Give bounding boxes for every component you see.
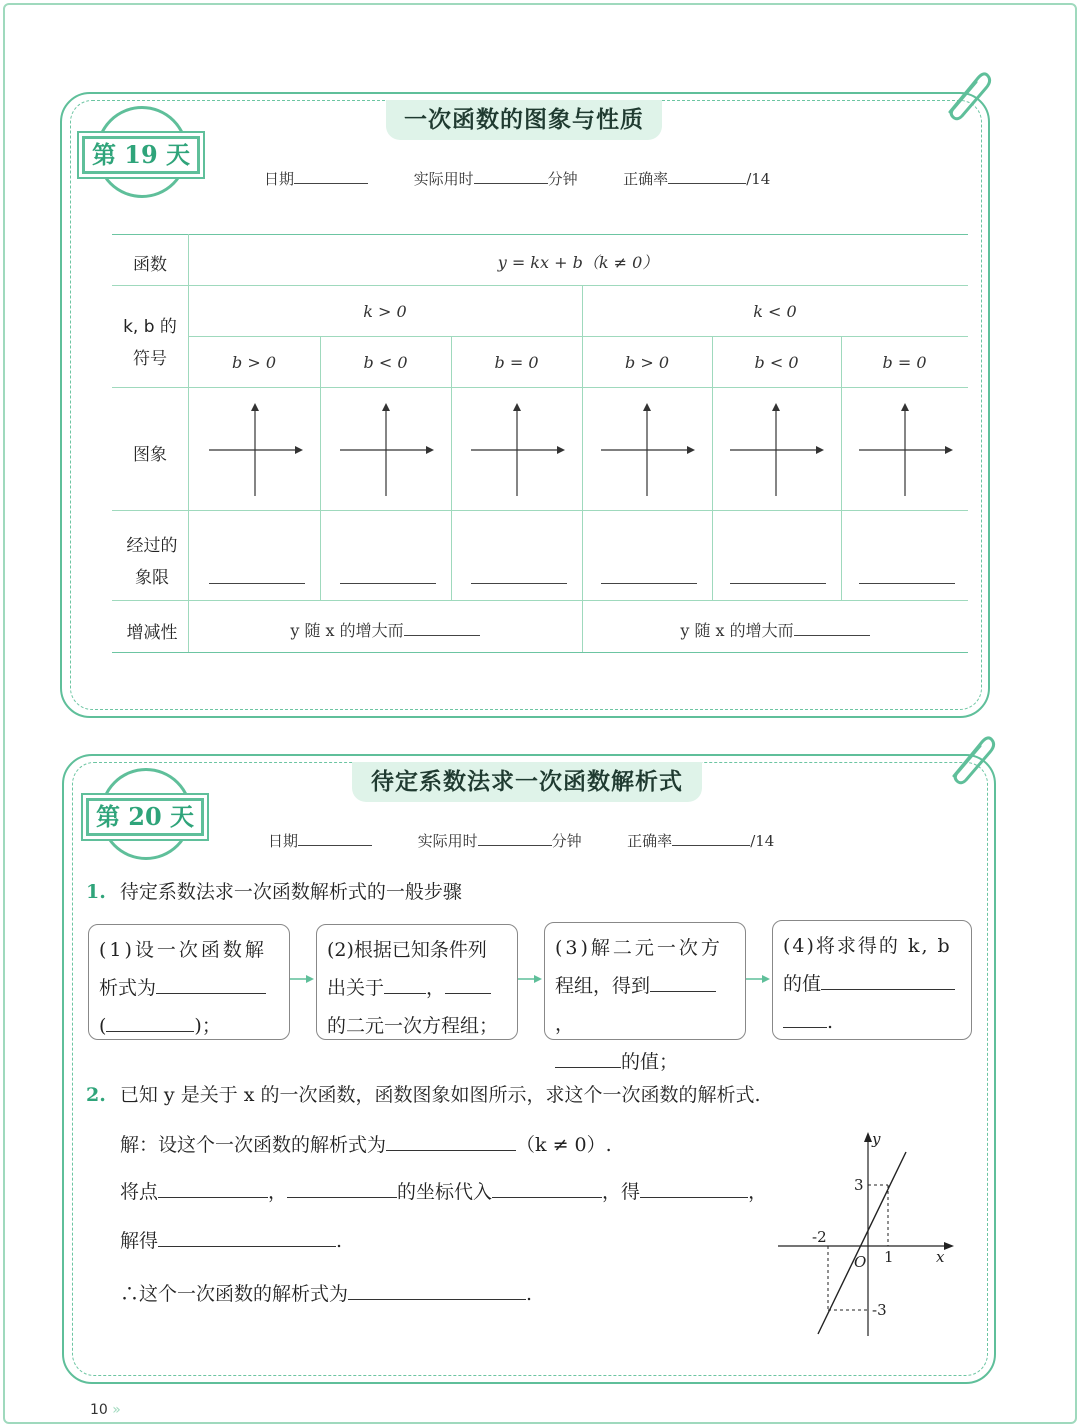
solution-line-2a: 将点 <box>120 1181 159 1203</box>
step-3-line-3: 的值； <box>621 1051 679 1073</box>
row-quadrant-label-2: 象限 <box>135 568 169 588</box>
time-blank[interactable] <box>478 832 552 846</box>
step-2 <box>316 924 518 1040</box>
solution-blank-4[interactable] <box>492 1180 602 1198</box>
accuracy-label: 正确率 <box>623 170 669 188</box>
step-1 <box>88 924 290 1040</box>
step-2-line-3: 的二元一次方程组； <box>327 1015 499 1037</box>
b-case-5: b < 0 <box>754 353 799 372</box>
step-1-blank-2[interactable] <box>106 1014 194 1032</box>
axes-graph-5 <box>726 400 826 500</box>
solution-line-4 <box>120 1279 532 1306</box>
arrow-right-icon <box>746 972 772 986</box>
paperclip-icon <box>938 66 992 122</box>
solution-line-2c: 的坐标代入 <box>397 1181 493 1203</box>
day20-meta <box>268 830 774 851</box>
monotonic-left-blank[interactable] <box>404 622 480 636</box>
solution-line-1a: 解：设这个一次函数的解析式为 <box>120 1134 387 1156</box>
b-case-6: b = 0 <box>882 353 927 372</box>
chevron-right-icon: » <box>112 1402 121 1418</box>
monotonic-left <box>188 618 582 641</box>
solution-line-3 <box>120 1226 342 1253</box>
graph-tick-y-pos: 3 <box>854 1176 864 1194</box>
quadrant-blank-1[interactable] <box>209 583 305 584</box>
solution-blank-5[interactable] <box>640 1180 748 1198</box>
accuracy-blank[interactable] <box>668 170 746 184</box>
quadrant-blank-6[interactable] <box>859 583 955 584</box>
graph-x-label: x <box>936 1248 945 1266</box>
monotonic-right <box>582 618 968 641</box>
quadrant-blank-4[interactable] <box>601 583 697 584</box>
solution-line-2b: ， <box>268 1181 288 1203</box>
quadrant-blank-5[interactable] <box>730 583 826 584</box>
function-graph <box>772 1128 962 1340</box>
solution-line-1b: （k ≠ 0）. <box>516 1134 612 1156</box>
step-2-line-2b: ， <box>426 977 446 999</box>
graph-y-label: y <box>872 1130 881 1148</box>
b-case-3: b = 0 <box>494 353 539 372</box>
accuracy-blank[interactable] <box>672 832 750 846</box>
row-sign-label-2: 符号 <box>133 349 167 369</box>
axes-graph-2 <box>336 400 436 500</box>
step-3-line-1: (3)解二元一次方 <box>555 937 723 959</box>
date-blank[interactable] <box>298 832 372 846</box>
quadrant-blank-2[interactable] <box>340 583 436 584</box>
row-sign-label-1: k, b 的 <box>123 317 177 337</box>
q2 <box>86 1080 761 1107</box>
time-blank[interactable] <box>474 170 548 184</box>
time-unit: 分钟 <box>547 170 578 188</box>
b-case-2: b < 0 <box>363 353 408 372</box>
accuracy-total: /14 <box>750 832 775 850</box>
step-2-line-2a: 出关于 <box>327 977 385 999</box>
q2-text: 已知 y 是关于 x 的一次函数，函数图象如图所示，求这个一次函数的解析式. <box>119 1084 761 1106</box>
step-2-blank-2[interactable] <box>445 976 491 994</box>
step-4-blank-1[interactable] <box>821 972 955 990</box>
graph-tick-x-pos: 1 <box>884 1248 894 1266</box>
step-4-line-1: (4)将求得的 k, b <box>783 935 952 957</box>
date-label: 日期 <box>264 170 295 188</box>
day20-badge: 第 20 天 <box>86 798 204 836</box>
day20-title: 待定系数法求一次函数解析式 <box>352 762 702 802</box>
solution-line-3b: . <box>336 1230 343 1252</box>
step-4-line-2: 的值 <box>783 973 822 995</box>
solution-line-3a: 解得 <box>120 1230 159 1252</box>
arrow-right-icon <box>518 972 544 986</box>
time-unit: 分钟 <box>551 832 582 850</box>
day19-title: 一次函数的图象与性质 <box>386 100 662 140</box>
solution-line-2e: ， <box>748 1181 768 1203</box>
row-graph-label: 图象 <box>133 445 167 465</box>
step-3-line-2b: ， <box>555 1013 575 1035</box>
q1-number: 1. <box>86 881 106 903</box>
monotonic-right-blank[interactable] <box>794 622 870 636</box>
day19-badge: 第 19 天 <box>82 136 200 174</box>
step-1-line-2: 析式为 <box>99 977 157 999</box>
axes-graph-4 <box>597 400 697 500</box>
monotonic-right-text: y 随 x 的增大而 <box>680 621 794 640</box>
graph-origin-label: O <box>854 1253 867 1271</box>
step-1-paren-open: ( <box>99 1015 107 1037</box>
k-negative: k < 0 <box>753 302 797 321</box>
step-1-line-1: (1)设一次函数解 <box>99 939 267 961</box>
step-1-paren-close: )； <box>194 1015 221 1037</box>
step-4-blank-2[interactable] <box>783 1010 827 1028</box>
date-blank[interactable] <box>294 170 368 184</box>
solution-blank-7[interactable] <box>348 1282 526 1300</box>
monotonic-left-text: y 随 x 的增大而 <box>290 621 404 640</box>
time-label: 实际用时 <box>417 832 478 850</box>
row-monotonic-label: 增减性 <box>126 623 178 643</box>
axes-graph-3 <box>467 400 567 500</box>
b-case-1: b > 0 <box>232 353 276 372</box>
solution-line-4b: . <box>526 1283 533 1305</box>
solution-blank-2[interactable] <box>158 1180 268 1198</box>
q2-number: 2. <box>86 1084 106 1106</box>
solution-blank-1[interactable] <box>386 1133 516 1151</box>
graph-tick-x-neg: -2 <box>812 1228 827 1246</box>
date-label: 日期 <box>268 832 299 850</box>
accuracy-label: 正确率 <box>627 832 673 850</box>
page-number-value: 10 <box>90 1402 108 1418</box>
step-1-blank-1[interactable] <box>156 976 266 994</box>
paperclip-icon <box>942 730 996 786</box>
step-3-line-2: 程组，得到 <box>555 975 651 997</box>
step-4 <box>772 920 972 1040</box>
time-label: 实际用时 <box>413 170 474 188</box>
k-positive: k > 0 <box>363 302 407 321</box>
solution-blank-6[interactable] <box>158 1229 336 1247</box>
accuracy-total: /14 <box>746 170 771 188</box>
step-2-blank-1[interactable] <box>384 976 426 994</box>
solution-line-1 <box>120 1130 612 1157</box>
solution-line-2d: ，得 <box>602 1181 641 1203</box>
solution-line-4a: ∴这个一次函数的解析式为 <box>120 1283 349 1305</box>
axes-graph-6 <box>855 400 955 500</box>
solution-blank-3[interactable] <box>287 1180 397 1198</box>
page-number <box>90 1402 121 1418</box>
solution-line-2 <box>120 1177 767 1204</box>
step-3 <box>544 922 746 1073</box>
function-formula: y = kx + b（k ≠ 0） <box>497 253 659 272</box>
step-3-blank-1[interactable] <box>650 974 716 992</box>
row-quadrant-label-1: 经过的 <box>126 536 178 556</box>
day19-meta <box>264 168 770 189</box>
axes-graph-1 <box>205 400 305 500</box>
step-2-line-1: (2)根据已知条件列 <box>327 939 487 961</box>
q1 <box>86 877 462 904</box>
row-function-label: 函数 <box>133 255 167 275</box>
q1-text: 待定系数法求一次函数解析式的一般步骤 <box>119 881 462 903</box>
graph-tick-y-neg: -3 <box>872 1301 887 1319</box>
quadrant-blank-3[interactable] <box>471 583 567 584</box>
step-3-blank-2[interactable] <box>555 1050 621 1068</box>
arrow-right-icon <box>290 972 316 986</box>
b-case-4: b > 0 <box>625 353 669 372</box>
step-4-line-3: . <box>827 1011 834 1033</box>
